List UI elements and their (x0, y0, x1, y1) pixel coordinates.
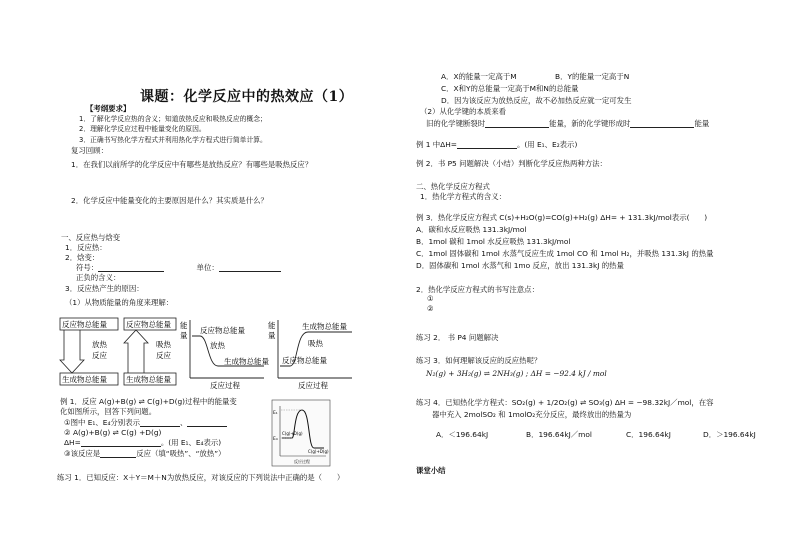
graph2-react-label: 反应物总能量 (282, 356, 327, 365)
ex1-d-label: ③该反应是 (64, 449, 101, 458)
exothermic-energy-graph (180, 318, 269, 390)
review-heading: 复习回顾： (71, 146, 108, 155)
example-1-answer (416, 140, 577, 149)
endo-mid-label-2: 反应 (156, 351, 171, 360)
graph1-y-label-2: 量 (180, 331, 188, 340)
practice-1-option-a: A．X的能量一定高于M (441, 72, 517, 81)
writing-notes-heading: 2．热化学反应方程式的书写注意点： (416, 285, 539, 294)
bond-energy-suffix: 能量 (694, 119, 710, 128)
section-2-heading: 二、热化学反应方程式 (416, 182, 490, 191)
practice-4-option-c: C．196.64kJ (626, 430, 671, 439)
symbol-line (76, 263, 281, 272)
endothermic-energy-graph (268, 318, 354, 390)
example-2: 例 2．书 P5 问题解决（小结）判断化学反应热两种方法： (416, 159, 607, 168)
mini-x-label: 反应过程 (294, 459, 310, 464)
practice-4-option-d: D．＞196.64kJ (703, 430, 756, 439)
section-1-heading: 一、反应热与焓变 (61, 233, 121, 242)
endo-bottom-label: 生成物总能量 (126, 375, 171, 384)
practice-1-option-c: C．X和Y的总能量一定高于M和N的总能量 (441, 84, 579, 93)
unit-blank (219, 264, 281, 272)
endothermic-arrow-diagram (124, 318, 184, 388)
example-1-energy-profile (272, 400, 332, 468)
practice-1-option-d: D．因为该反应为放热反应，故不必加热反应就一定可发生 (441, 96, 632, 105)
graph1-prod-label: 生成物总能量 (224, 357, 269, 366)
practice-4-line-2: 器中充入 2molSO₂ 和 1molO₂充分反应，最终放出的热量为 (432, 410, 632, 419)
reaction-heat-label: 1．反应热： (65, 243, 107, 252)
endo-mid-label-1: 吸热 (156, 340, 171, 349)
energy-angle-label: （1）从物质能量的角度来理解： (65, 298, 174, 307)
example-1-line-1: 例 1．反应 A(g)+B(g) ⇌ C(g)+D(g)过程中的能量变 (60, 397, 237, 406)
mini-reactants-label: C(g)+D(g) (282, 431, 303, 436)
bond-break-label: 旧的化学键断裂时 (426, 119, 486, 128)
enthalpy-change-label: 2．焓变： (65, 253, 100, 262)
practice-4-option-a: A．＜196.64kJ (436, 430, 489, 439)
unit-label: 单位： (196, 263, 219, 272)
example-3-option-a: A．碳和水反应吸热 131.3kJ/mol (416, 225, 527, 234)
example-1-part-a: ①图中 E₁、E₄分别表示 、 (64, 418, 227, 427)
example-1-line-2: 化如图所示，回答下列问题。 (60, 407, 157, 416)
graph2-y-label-1: 能 (268, 321, 276, 330)
mini-e1-label: E₁ (273, 411, 278, 416)
graph2-x-label: 反应过程 (298, 381, 328, 390)
practice-3-equation: N₂(g) + 3H₂(g) ⇌ 2NH₃(g) ; ΔH = −92.4 kJ / mol (426, 369, 607, 378)
ex1-answer-blank (457, 141, 517, 149)
practice-3: 练习 3．如何理解该反应的反应热呢？ (416, 356, 542, 365)
example-1-part-d (64, 449, 225, 458)
exothermic-arrow-diagram (60, 318, 120, 388)
example-1-part-c (64, 438, 221, 447)
graph2-prod-label: 生成物总能量 (302, 322, 347, 331)
symbol-blank (98, 264, 164, 272)
bond-break-blank (485, 120, 549, 128)
ex1-answer-suffix: 。(用 E₁、E₂表示) (517, 140, 578, 149)
ex1-a-label: ①图中 E₁、E₄分别表示 (64, 418, 140, 427)
example-3-option-d: D．固体碳和 1mol 水蒸气和 1mo 反应，放出 131.3kJ 的热量 (416, 261, 624, 270)
practice-4-option-b: B．196.64kJ／mol (526, 430, 592, 439)
bond-line (426, 119, 709, 128)
question-1: 1．在我们以前所学的化学反应中有哪些是放热反应？有哪些是吸热反应？ (71, 160, 313, 169)
example-3-option-b: B．1mol 碳和 1mol 水反应吸热 131.3kJ/mol (416, 237, 571, 246)
ex1-answer-label: 例 1 中ΔH= (416, 140, 457, 149)
endo-top-label: 反应物总能量 (126, 320, 171, 329)
ex1-c-blank (81, 439, 161, 447)
practice-2: 练习 2． 书 P4 问题解决 (416, 333, 499, 342)
exo-down-arrow (60, 330, 84, 373)
bond-form-blank (630, 120, 694, 128)
ex1-a-blank-2 (187, 419, 227, 427)
exo-mid-label-1: 放热 (92, 340, 107, 349)
requirement-3: 3．正确书写热化学方程式并利用热化学方程式进行简单计算。 (79, 136, 267, 144)
note-item-1: ① (427, 294, 434, 303)
kaogang-heading: 【考纲要求】 (86, 104, 131, 113)
example-3-option-c: C．1mol 固体碳和 1mol 水蒸气反应生成 1mol CO 和 1mol H₂，并吸热 131.3kJ 的热量 (416, 249, 714, 258)
exo-mid-label-2: 反应 (92, 351, 107, 360)
heat-origin-label: 3．反应热产生的原因： (65, 284, 144, 293)
example-1-part-b: ② A(g)+B(g) ⇌ C(g) +D(g) (64, 428, 162, 437)
requirement-1: 1．了解化学反应热的含义；知道放热反应和吸热反应的概念； (79, 115, 267, 123)
note-item-2: ② (427, 304, 434, 313)
practice-1: 练习 1．已知反应：X＋Y＝M＋N为放热反应，对该反应的下列说法中正确的是（ ） (57, 473, 345, 482)
graph1-y-label-1: 能 (180, 321, 188, 330)
exo-top-label: 反应物总能量 (62, 320, 107, 329)
bond-form-label: 能量，新的化学键形成时 (549, 119, 631, 128)
graph1-react-label: 反应物总能量 (200, 326, 245, 335)
graph1-x-label: 反应过程 (210, 381, 240, 390)
ex1-a-blank-1 (140, 419, 180, 427)
thermo-equation-meaning: 1．热化学方程式的含义： (420, 192, 507, 201)
graph2-y-label-2: 量 (268, 331, 276, 340)
ex1-c-suffix: 。(用 E₁、E₄表示) (160, 438, 222, 447)
practice-1-option-b: B．Y的能量一定高于N (555, 72, 630, 81)
sign-meaning-label: 正负的含义： (76, 273, 121, 282)
mini-e4-label: E₄ (273, 437, 278, 442)
example-3: 例 3．热化学反应方程式 C(s)+H₂O(g)=CO(g)+H₂(g) ΔH= + 131.3kJ/mol表示( ) (416, 213, 708, 222)
graph2-absorb-label: 吸热 (308, 339, 323, 348)
mini-products-label: C(g)+D(g) (308, 449, 329, 454)
requirement-2: 2．理解化学反应过程中能量变化的原因。 (79, 125, 206, 133)
exo-bottom-label: 生成物总能量 (62, 375, 107, 384)
question-2: 2．化学反应中能量变化的主要原因是什么？其实质是什么？ (71, 196, 268, 205)
page-title: 课题：化学反应中的热效应（1） (140, 89, 354, 105)
symbol-label: 符号： (76, 263, 99, 272)
ex1-d-suffix: 反应（填“吸热”、“放热”） (136, 449, 226, 458)
graph1-release-label: 放热 (210, 341, 225, 350)
endo-up-arrow (124, 330, 148, 373)
bond-angle-label: （2）从化学键的本质来看 (420, 107, 507, 116)
ex1-d-blank (100, 450, 136, 458)
ex1-c-label: ΔH= (64, 438, 81, 447)
practice-4-line-1: 练习 4．已知热化学方程式：SO₂(g) + 1/2O₂(g) ⇌ SO₃(g) ΔH = −98.32kJ／mol，在容 (416, 398, 714, 407)
class-summary-heading: 课堂小结 (416, 466, 446, 475)
